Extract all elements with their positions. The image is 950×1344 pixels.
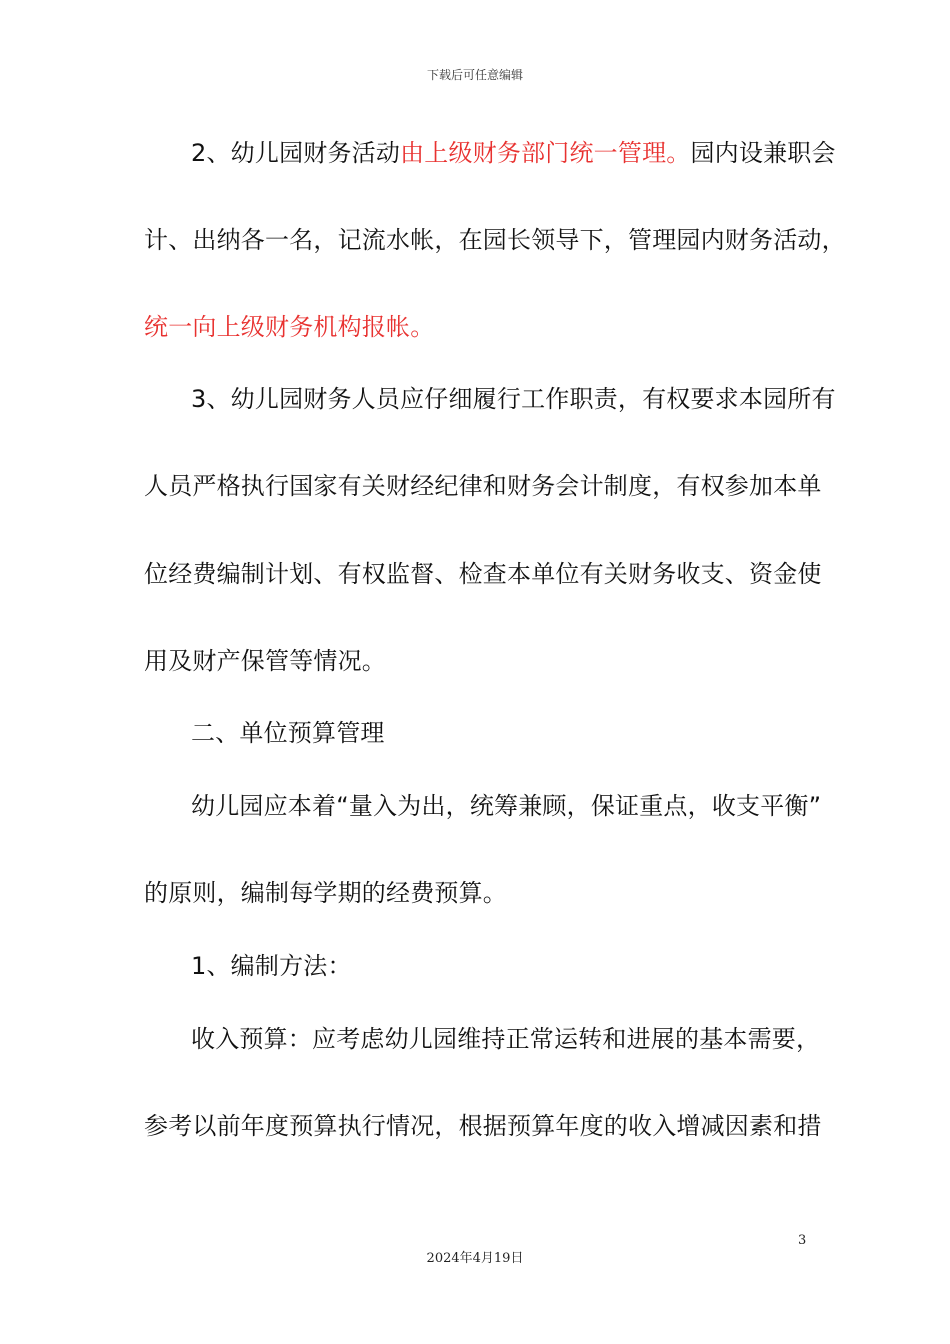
paragraph-line: 位经费编制计划、有权监督、检查本单位有关财务收支、资金使 xyxy=(144,560,822,588)
paragraph-line: 参考以前年度预算执行情况，根据预算年度的收入增减因素和措 xyxy=(144,1112,822,1140)
footer-date: 2024年4月19日 xyxy=(426,1251,524,1266)
page-header: 下载后可任意编辑 xyxy=(426,68,523,82)
paragraph-line: 收入预算：应考虑幼儿园维持正常运转和进展的基本需要， xyxy=(191,1025,821,1053)
subsection-heading: 1、编制方法： xyxy=(191,952,352,980)
page-number: 3 xyxy=(798,1233,807,1248)
paragraph-line: 幼儿园应本着“量入为出，统筹兼顾，保证重点，收支平衡” xyxy=(191,792,822,820)
highlighted-line: 统一向上级财务机构报帐。 xyxy=(144,313,435,341)
text-segment: 2、幼儿园财务活动 xyxy=(191,139,401,167)
paragraph-line xyxy=(191,137,871,169)
section-heading: 二、单位预算管理 xyxy=(191,719,385,747)
paragraph-line: 3、幼儿园财务人员应仔细履行工作职责，有权要求本园所有 xyxy=(191,385,836,413)
highlighted-text: 由上级财务部门统一管理。 xyxy=(400,139,691,167)
paragraph-line: 计、出纳各一名，记流水帐，在园长领导下，管理园内财务活动， xyxy=(144,226,846,254)
paragraph-line: 用及财产保管等情况。 xyxy=(144,647,386,675)
text-segment: 园内设兼职会 xyxy=(690,139,836,167)
paragraph-line: 人员严格执行国家有关财经纪律和财务会计制度，有权参加本单 xyxy=(144,472,822,500)
paragraph-line: 的原则，编制每学期的经费预算。 xyxy=(144,879,507,907)
